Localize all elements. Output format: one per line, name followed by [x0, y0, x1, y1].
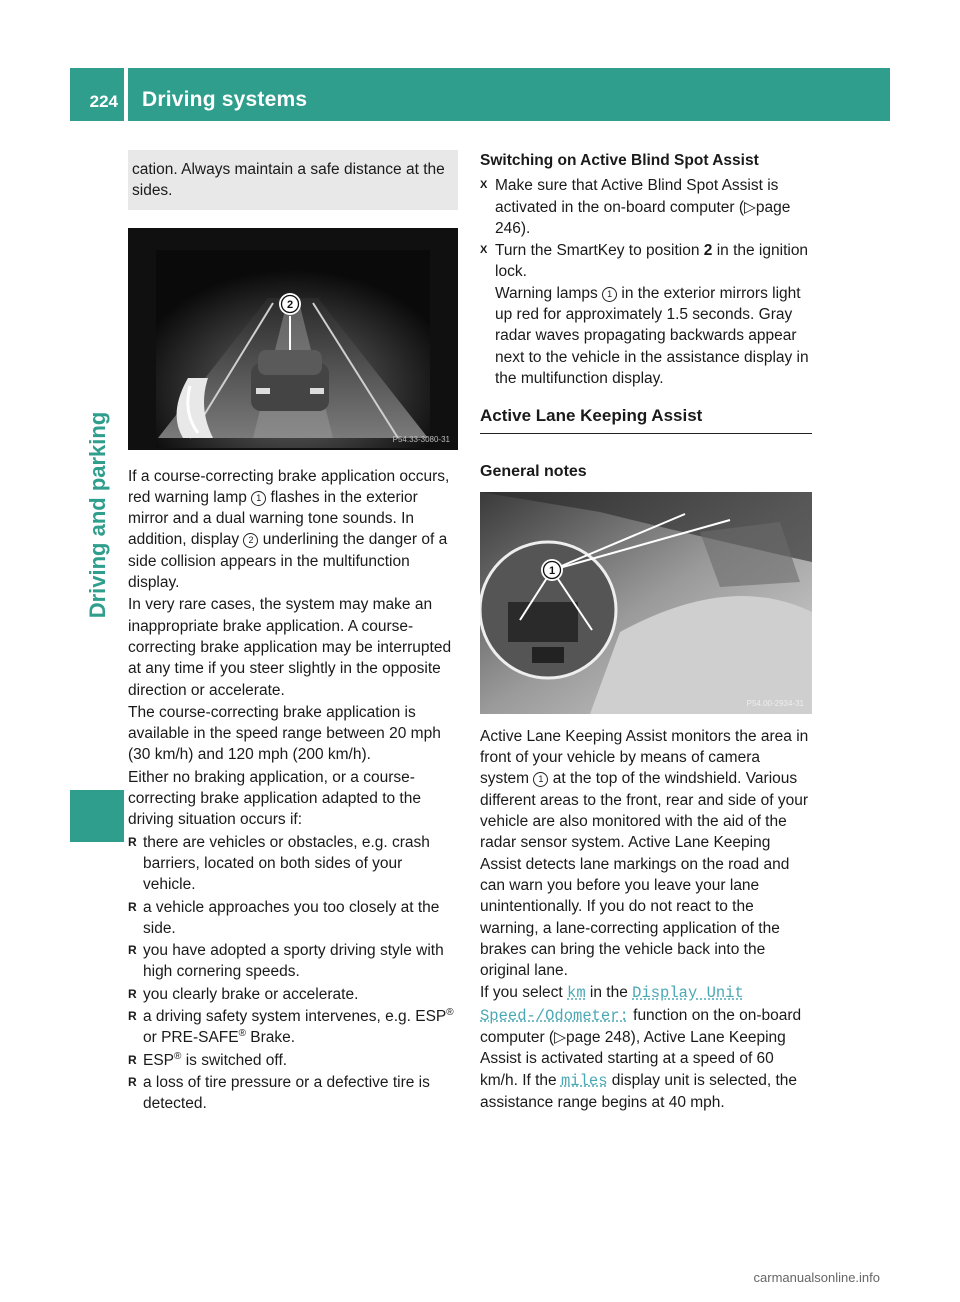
callout-2-ref: 2: [243, 533, 258, 548]
display-value-km: km: [567, 984, 586, 1003]
figure1-code: P54.33-3080-31: [392, 434, 450, 444]
note-box: [128, 150, 458, 210]
callout-1-ref: 1: [251, 491, 266, 506]
step-item: X Make sure that Active Blind Spot Assist is activated in the on-board computer (▷page 246).: [480, 177, 791, 237]
paragraph-either: Either no braking application, or a course-correcting brake application adapted to the driving situation occurs if:: [128, 768, 421, 829]
list-item: R a loss of tire pressure or a defective tire is detected.: [128, 1073, 430, 1113]
note-text: cation. Always maintain a safe distance at the sides.: [132, 161, 445, 200]
figure-side-collision-display: [128, 228, 458, 450]
page-ref-icon: ▷: [554, 1029, 567, 1047]
paragraph-rare-cases: In very rare cases, the system may make an inappropriate brake application. A course-correcting brake application may be interrupted at any time if you steer slightly in the opposite direction or accelerate.: [128, 596, 452, 699]
side-label-text: Driving and parking: [85, 411, 110, 619]
switching-heading: Switching on Active Blind Spot Assist: [480, 152, 759, 169]
list-item: R a driving safety system intervenes, e.g. ESP® or PRE-SAFE® Brake.: [128, 1006, 454, 1047]
paragraph-lane-keeping: Active Lane Keeping Assist monitors the area in front of your vehicle by means of camera system 1 at the top of the windshield. Various different areas to the front, rear and side of your vehicle are also monitored with the aid of the radar sensor system. Active Lane Keeping Assist detects lane markings on the road and can warn you before you leave your lane unintentionally. If you do not react to the warning, a lane-correcting application of the brakes can bring the vehicle back into the original lane.: [480, 727, 809, 980]
paragraph-speed-range: The course-correcting brake application is available in the speed range between 20 mph (30 km/h) and 120 mph (200 km/h).: [128, 703, 441, 764]
header-bar: [128, 68, 890, 121]
subsection-heading: General notes: [480, 462, 587, 480]
footer-watermark: carmanualsonline.info: [753, 1270, 880, 1285]
side-tab: [70, 790, 124, 842]
section-heading: Active Lane Keeping Assist: [480, 405, 812, 433]
figure2-code: P54.00-2934-31: [746, 698, 804, 708]
page-ref-icon: ▷: [744, 198, 756, 216]
list-item: R you clearly brake or accelerate.: [128, 985, 359, 1003]
display-unit-menu-item: Display Unit Speed-/Odometer:: [480, 984, 744, 1025]
paragraph-display-unit: If you select km in the Display Unit Speed-/Odometer: function on the on-board computer (▷page 248), Active Lane Keeping Assist is activated starting at a speed of 60 km/h. If the miles display unit is selected, the assistance range begins at 40 mph.: [480, 984, 802, 1111]
step-item: X Turn the SmartKey to position 2 in the ignition lock. Warning lamps 1 in the exterior mirrors light up red for approximately 1.5 seconds. Gray radar waves propagating backwards appear next to the vehicle in the assistance display in the multifunction display.: [480, 242, 809, 387]
page-number-tab: [70, 68, 124, 121]
callout-1: 1: [548, 564, 556, 577]
page-title: Driving systems: [142, 88, 308, 111]
display-value-miles: miles: [560, 1071, 608, 1090]
side-label: [78, 255, 118, 775]
paragraph-course-correcting: If a course-correcting brake application occurs, red warning lamp 1 flashes in the exterior mirror and a dual warning tone sounds. In addition, display 2 underlining the danger of a side collision appears in the multifunction display.: [128, 467, 450, 592]
right-column: [480, 150, 812, 1114]
list-item: R there are vehicles or obstacles, e.g. crash barriers, located on both sides of your vehicle.: [128, 833, 430, 894]
list-item: R a vehicle approaches you too closely at the side.: [128, 898, 440, 937]
list-item: R you have adopted a sporty driving style with high cornering speeds.: [128, 942, 444, 981]
callout-2: 2: [286, 298, 294, 311]
callout-1-ref: 1: [602, 287, 617, 302]
callout-1-ref: 1: [533, 772, 548, 787]
figure-camera-system: [480, 492, 812, 714]
page-number: 224: [89, 92, 118, 111]
list-item: R ESP® is switched off.: [128, 1050, 288, 1069]
left-column: [128, 150, 458, 1116]
